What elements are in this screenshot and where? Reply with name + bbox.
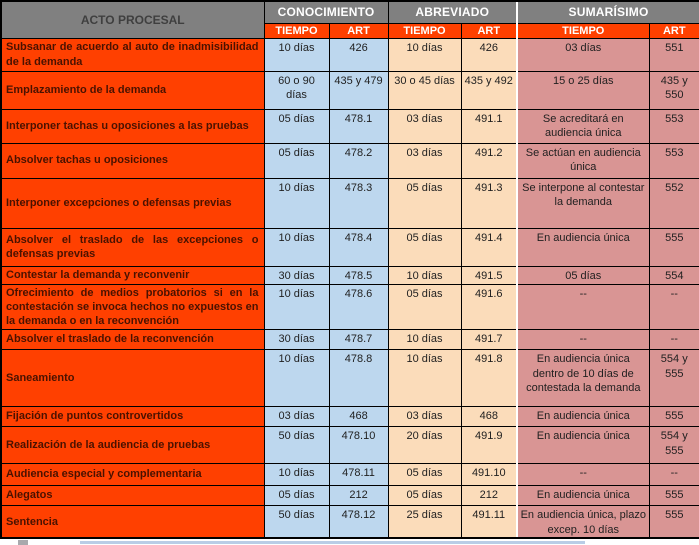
conocimiento-art-cell: 478.4 [329, 228, 388, 266]
abreviado-tiempo-cell: 20 días [388, 426, 461, 463]
table-row [1, 349, 699, 406]
abreviado-tiempo-cell: 03 días [388, 109, 461, 143]
conocimiento-tiempo-cell: 60 o 90 días [264, 71, 329, 109]
conocimiento-art-cell: 478.6 [329, 284, 388, 329]
sumarisimo-art-cell: -- [649, 463, 699, 485]
conocimiento-tiempo-cell: 10 días [264, 463, 329, 485]
column-header-art-abreviado: ART [461, 23, 517, 38]
conocimiento-art-cell: 478.2 [329, 143, 388, 178]
table-body [1, 38, 699, 538]
sumarisimo-tiempo-cell: En audiencia única [517, 485, 649, 505]
column-group-sumarisimo: SUMARÍSIMO [517, 1, 699, 23]
conocimiento-tiempo-cell: 30 días [264, 329, 329, 349]
cutoff-artifact-gray [18, 540, 28, 545]
sumarisimo-art-cell: 553 [649, 143, 699, 178]
abreviado-tiempo-cell: 10 días [388, 266, 461, 284]
abreviado-tiempo-cell: 05 días [388, 463, 461, 485]
sumarisimo-tiempo-cell: 03 días [517, 38, 649, 71]
table-row [1, 266, 699, 284]
sumarisimo-tiempo-cell: En audiencia única [517, 426, 649, 463]
conocimiento-art-cell: 435 y 479 [329, 71, 388, 109]
sumarisimo-tiempo-cell: 15 o 25 días [517, 71, 649, 109]
abreviado-tiempo-cell: 05 días [388, 284, 461, 329]
abreviado-tiempo-cell: 05 días [388, 178, 461, 228]
acto-procesal-cell: Emplazamiento de la demanda [1, 71, 264, 109]
column-header-acto-procesal: ACTO PROCESAL [1, 1, 264, 38]
sumarisimo-tiempo-cell: En audiencia única [517, 228, 649, 266]
table-row [1, 38, 699, 71]
acto-procesal-cell: Sentencia [1, 505, 264, 538]
column-header-tiempo-abreviado: TIEMPO [388, 23, 461, 38]
conocimiento-art-cell: 426 [329, 38, 388, 71]
sumarisimo-art-cell: 554 y 555 [649, 426, 699, 463]
conocimiento-art-cell: 478.12 [329, 505, 388, 538]
acto-procesal-cell: Subsanar de acuerdo al auto de inadmisibilidad de la demanda [1, 38, 264, 71]
conocimiento-art-cell: 212 [329, 485, 388, 505]
conocimiento-tiempo-cell: 05 días [264, 485, 329, 505]
conocimiento-tiempo-cell: 03 días [264, 406, 329, 426]
abreviado-art-cell: 491.11 [461, 505, 517, 538]
sumarisimo-art-cell: 553 [649, 109, 699, 143]
table-row [1, 463, 699, 485]
table-row [1, 143, 699, 178]
acto-procesal-cell: Saneamiento [1, 349, 264, 406]
sumarisimo-tiempo-cell: 05 días [517, 266, 649, 284]
table-row [1, 71, 699, 109]
acto-procesal-cell: Absolver el traslado de las excepciones o defensas previas [1, 228, 264, 266]
sumarisimo-art-cell: 554 [649, 266, 699, 284]
abreviado-art-cell: 491.2 [461, 143, 517, 178]
conocimiento-tiempo-cell: 10 días [264, 38, 329, 71]
sumarisimo-art-cell: 554 y 555 [649, 349, 699, 406]
column-header-tiempo-sumarisimo: TIEMPO [517, 23, 649, 38]
acto-procesal-cell: Audiencia especial y complementaria [1, 463, 264, 485]
sumarisimo-art-cell: -- [649, 329, 699, 349]
conocimiento-tiempo-cell: 10 días [264, 349, 329, 406]
sumarisimo-tiempo-cell: -- [517, 329, 649, 349]
abreviado-tiempo-cell: 03 días [388, 143, 461, 178]
abreviado-tiempo-cell: 25 días [388, 505, 461, 538]
acto-procesal-cell: Interponer tachas u oposiciones a las pruebas [1, 109, 264, 143]
sumarisimo-art-cell: 555 [649, 228, 699, 266]
conocimiento-art-cell: 478.10 [329, 426, 388, 463]
conocimiento-tiempo-cell: 05 días [264, 143, 329, 178]
conocimiento-tiempo-cell: 10 días [264, 178, 329, 228]
sumarisimo-art-cell: 551 [649, 38, 699, 71]
abreviado-art-cell: 491.8 [461, 349, 517, 406]
table-row [1, 329, 699, 349]
acto-procesal-cell: Realización de la audiencia de pruebas [1, 426, 264, 463]
abreviado-art-cell: 491.3 [461, 178, 517, 228]
abreviado-tiempo-cell: 10 días [388, 38, 461, 71]
conocimiento-art-cell: 478.11 [329, 463, 388, 485]
conocimiento-art-cell: 478.7 [329, 329, 388, 349]
abreviado-tiempo-cell: 10 días [388, 349, 461, 406]
table-row [1, 505, 699, 538]
sumarisimo-art-cell: 435 y 550 [649, 71, 699, 109]
table-row [1, 284, 699, 329]
abreviado-art-cell: 491.1 [461, 109, 517, 143]
abreviado-art-cell: 491.6 [461, 284, 517, 329]
conocimiento-tiempo-cell: 05 días [264, 109, 329, 143]
acto-procesal-cell: Alegatos [1, 485, 264, 505]
abreviado-art-cell: 491.4 [461, 228, 517, 266]
cutoff-artifact-blue-line [80, 541, 585, 544]
column-group-conocimiento: CONOCIMIENTO [264, 1, 388, 23]
conocimiento-art-cell: 468 [329, 406, 388, 426]
conocimiento-art-cell: 478.3 [329, 178, 388, 228]
conocimiento-art-cell: 478.5 [329, 266, 388, 284]
conocimiento-tiempo-cell: 10 días [264, 228, 329, 266]
abreviado-tiempo-cell: 05 días [388, 485, 461, 505]
acto-procesal-cell: Ofrecimiento de medios probatorios si en la contestación se invoca hechos no expuestos en la demanda o en la reconvención [1, 284, 264, 329]
abreviado-art-cell: 212 [461, 485, 517, 505]
sumarisimo-art-cell: -- [649, 284, 699, 329]
acto-procesal-cell: Interponer excepciones o defensas previas [1, 178, 264, 228]
sumarisimo-art-cell: 555 [649, 505, 699, 538]
sumarisimo-tiempo-cell: Se actúan en audiencia única [517, 143, 649, 178]
sumarisimo-tiempo-cell: En audiencia única dentro de 10 días de contestada la demanda [517, 349, 649, 406]
conocimiento-tiempo-cell: 50 días [264, 505, 329, 538]
abreviado-tiempo-cell: 03 días [388, 406, 461, 426]
abreviado-tiempo-cell: 30 o 45 días [388, 71, 461, 109]
abreviado-art-cell: 491.5 [461, 266, 517, 284]
conocimiento-art-cell: 478.1 [329, 109, 388, 143]
conocimiento-tiempo-cell: 50 días [264, 426, 329, 463]
table-row [1, 109, 699, 143]
acto-procesal-cell: Absolver tachas u oposiciones [1, 143, 264, 178]
sumarisimo-tiempo-cell: Se interpone al contestar la demanda [517, 178, 649, 228]
sumarisimo-tiempo-cell: -- [517, 463, 649, 485]
abreviado-art-cell: 491.9 [461, 426, 517, 463]
table-row [1, 406, 699, 426]
sumarisimo-tiempo-cell: En audiencia única, plazo excep. 10 días [517, 505, 649, 538]
sumarisimo-art-cell: 555 [649, 406, 699, 426]
conocimiento-tiempo-cell: 30 días [264, 266, 329, 284]
acto-procesal-cell: Fijación de puntos controvertidos [1, 406, 264, 426]
conocimiento-tiempo-cell: 10 días [264, 284, 329, 329]
sumarisimo-art-cell: 552 [649, 178, 699, 228]
column-group-abreviado: ABREVIADO [388, 1, 517, 23]
abreviado-tiempo-cell: 10 días [388, 329, 461, 349]
column-header-art-conocimiento: ART [329, 23, 388, 38]
abreviado-tiempo-cell: 05 días [388, 228, 461, 266]
abreviado-art-cell: 435 y 492 [461, 71, 517, 109]
abreviado-art-cell: 491.7 [461, 329, 517, 349]
table-row [1, 426, 699, 463]
sumarisimo-tiempo-cell: -- [517, 284, 649, 329]
acto-procesal-cell: Absolver el traslado de la reconvención [1, 329, 264, 349]
abreviado-art-cell: 426 [461, 38, 517, 71]
abreviado-art-cell: 468 [461, 406, 517, 426]
sumarisimo-art-cell: 555 [649, 485, 699, 505]
column-header-tiempo-conocimiento: TIEMPO [264, 23, 329, 38]
table-row [1, 228, 699, 266]
acto-procesal-cell: Contestar la demanda y reconvenir [1, 266, 264, 284]
sumarisimo-tiempo-cell: Se acreditará en audiencia única [517, 109, 649, 143]
table-row [1, 178, 699, 228]
sumarisimo-tiempo-cell: En audiencia única [517, 406, 649, 426]
conocimiento-art-cell: 478.8 [329, 349, 388, 406]
group-header-row [1, 1, 699, 23]
table-row [1, 485, 699, 505]
abreviado-art-cell: 491.10 [461, 463, 517, 485]
column-header-art-sumarisimo: ART [649, 23, 699, 38]
